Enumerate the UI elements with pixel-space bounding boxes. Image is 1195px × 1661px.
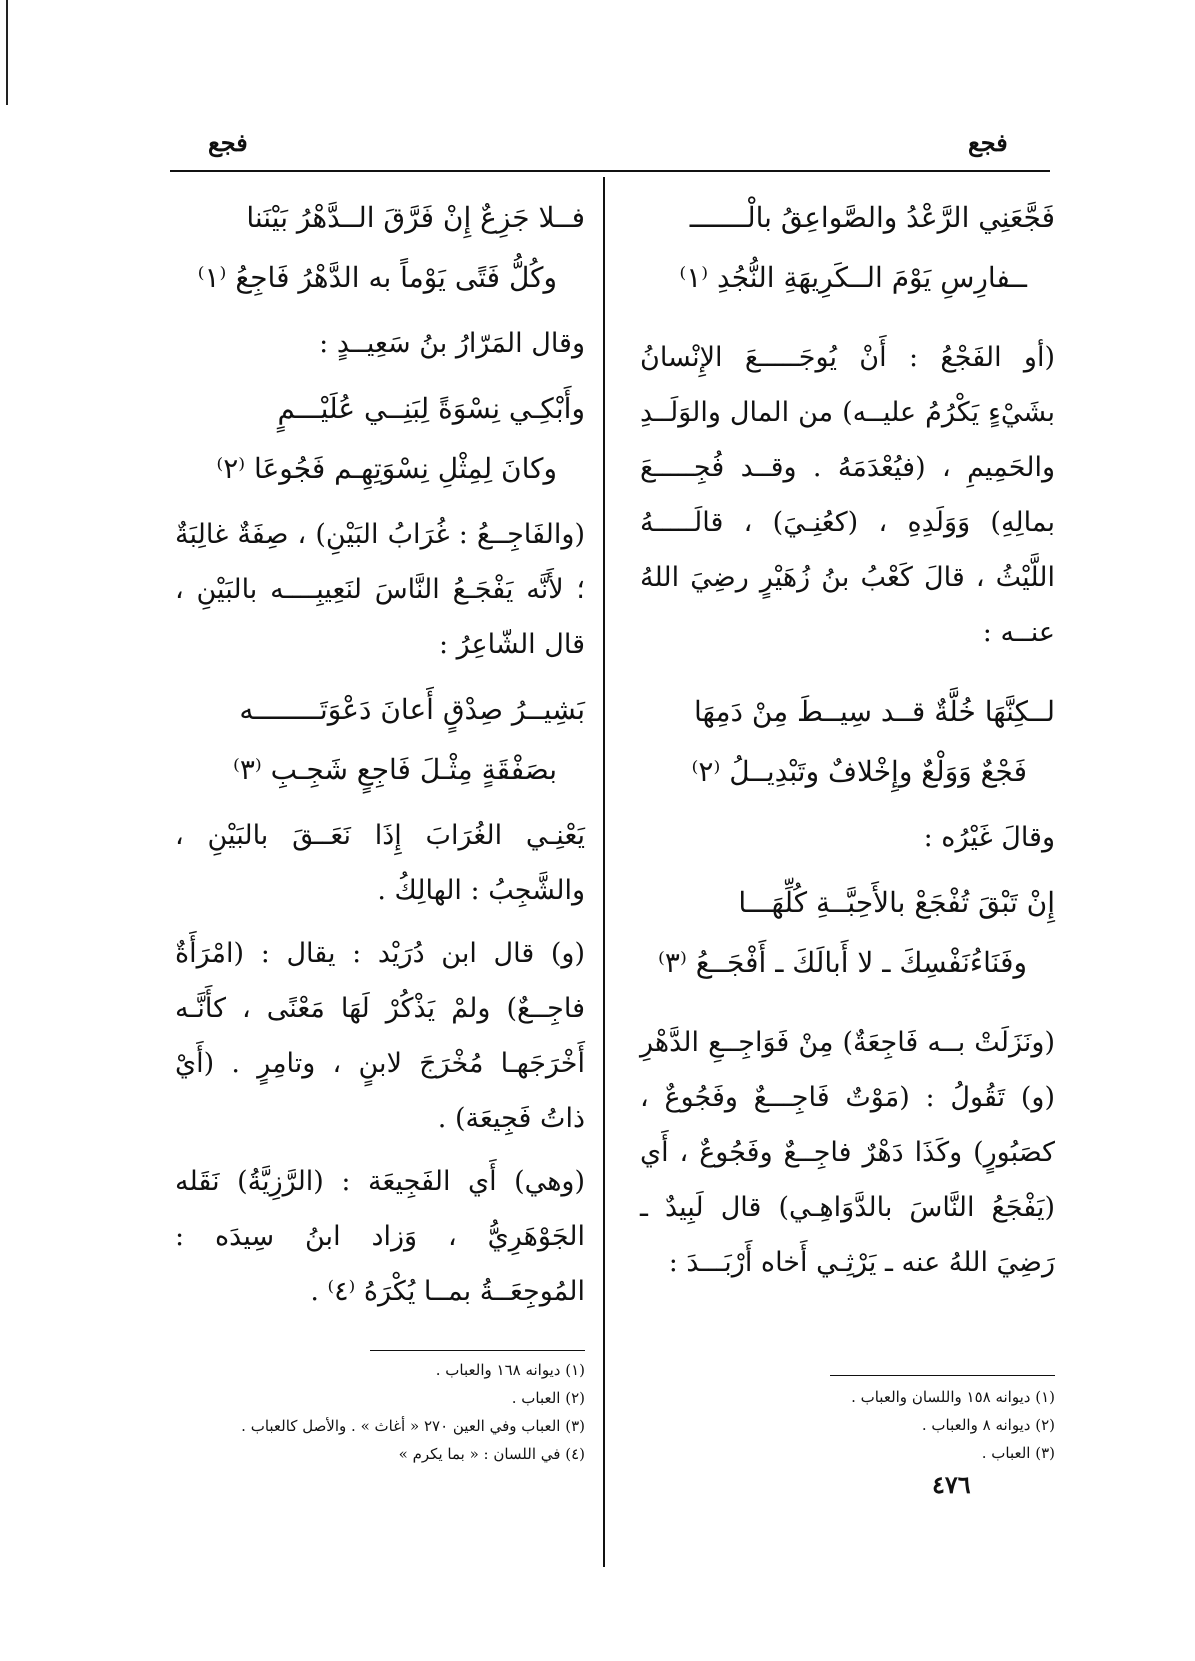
left-column (175, 188, 585, 1327)
verse-line: بَشِيــرُ صِدْقٍ أَعانَ دَعْوَتَــــــــه (239, 693, 585, 726)
paragraph: (ونَزَلَتْ بــه فَاجِعَةٌ) مِنْ فَوَاجِــعِ الدَّهْرِ (و) تَقُولُ : (مَوْتٌ فَاجِـــعٌ وفَجُوعٌ ، كصَبُورٍ) وكَذَا دَهْرٌ فاجِــعٌ وفَجُوعٌ ، أَي (يَفْجَعُ النَّاسَ بالدَّوَاهِـي) قال لَبِيدٌ ـ رَضِيَ اللهُ عنه ـ يَرْثِـي أَخاه أَرْبَـــدَ : (640, 1027, 1055, 1278)
footnote: (٣) العباب وفي العين ٢٧٠ « أغاث » . والأصل كالعباب . (241, 1417, 585, 1435)
footnote: (٢) ديوانه ٨ والعباب . (921, 1416, 1055, 1434)
right-column (640, 188, 1055, 1298)
page-number: ٤٧٦ (932, 1470, 971, 1499)
column-divider (603, 177, 605, 1567)
footnote: (٢) العباب . (511, 1389, 585, 1407)
footnotes-right (640, 1383, 1055, 1467)
verse-line: وكُلُّ فَتًى يَوْماً به الدَّهْرُ فَاجِعُ ⁽١⁾ (197, 261, 557, 294)
header-rule (170, 170, 1050, 172)
paragraph: يَعْنِـي الغُرَابَ إِذَا نَعَــقَ بالبَيْنِ ، والشَّجِبُ : الهالِكُ . (175, 820, 585, 906)
footnotes-left (140, 1356, 585, 1468)
paragraph: (و) قال ابن دُرَيْد : يقال : (امْرَأَةٌ فاجِــعٌ) ولمْ يَذْكُرْ لَهَا مَعْنًى ، كأَنَّـه أَخْرَجَهـا مُخْرَجَ لابنٍ ، وتامِرٍ . (أَيْ ذاتُ فَجِيعَة) . (175, 938, 585, 1134)
footnote: (١) ديوانه ١٦٨ والعباب . (435, 1361, 585, 1379)
verse-line: فَجَّعَنِي الرَّعْدُ والصَّواعِقُ بالْـــــــ (689, 201, 1055, 234)
footnote: (٣) العباب . (981, 1444, 1055, 1462)
verse-line: فــلا جَزِعٌ إِنْ فَرَّقَ الــدَّهْرُ بَيْنَنا (246, 201, 585, 234)
verse-line: لــكِنَّهَا خُلَّةٌ قــد سِيــطَ مِنْ دَمِهَا (694, 695, 1055, 728)
footnote-rule-right (830, 1375, 1055, 1376)
header-word-right: فجع (968, 128, 1008, 157)
footnote-rule-left (370, 1350, 585, 1351)
footnote: (٤) في اللسان : « بما يكرم » (398, 1445, 585, 1463)
verse-line: بصَفْقَةٍ مِثْـلَ فَاجِعٍ شَجِـبِ ⁽٣⁾ (232, 753, 557, 786)
margin-line (6, 0, 8, 105)
verse-line: ــفارِسِ يَوْمَ الــكَرِيهَةِ النُّجُدِ ⁽١⁾ (679, 261, 1027, 294)
header-word-left: فجع (208, 128, 248, 157)
verse-line: وفَنَاءُنَفْسِكَ ـ لا أَبالَكَ ـ أَفْجَــعُ ⁽٣⁾ (658, 946, 1027, 979)
verse-line: إِنْ تَبْقَ تُفْجَعْ بالأَحِبَّــةِ كُلِّهَـــا (738, 886, 1055, 919)
paragraph: وقالَ غَيْرُه : (923, 822, 1055, 853)
paragraph: (وهي) أَي الفَجِيعَة : (الرَّزِيَّةُ) نَقَله الجَوْهَرِيُّ ، وَزاد ابنُ سِيدَه : المُوجِعَــةُ بمــا يُكْرَهُ ⁽٤⁾ . (175, 1166, 585, 1307)
verse-line: وأَبْكِـي نِسْوَةً لِبَنِــي عُلَيْـــمٍ (277, 392, 585, 425)
paragraph: وقال المَرّارُ بنُ سَعِيــدٍ : (319, 328, 585, 359)
verse-line: فَجْعٌ وَوَلْعٌ وإِخْلافٌ وتَبْدِيــلُ ⁽٢⁾ (691, 755, 1027, 788)
verse-line: وكانَ لِمِثْلِ نِسْوَتِهِـم فَجُوعَا ⁽٢⁾ (216, 452, 557, 485)
footnote: (١) ديوانه ١٥٨ واللسان والعباب . (851, 1388, 1055, 1406)
paragraph: (والفَاجِــعُ : غُرَابُ البَيْنِ) ، صِفَةٌ غالِبَةٌ ؛ لأَنَّه يَفْجَـعُ النَّاسَ لنَعِيبِــــه بالبَيْنِ ، قال الشّاعِرُ : (175, 519, 585, 660)
paragraph: (أو الفَجْعُ : أَنْ يُوجَـــــعَ الإِنْسانُ بشَيْءٍ يَكْرُمُ عليــه) من المال والوَلَــدِ والحَمِيمِ ، (فيُعْدَمَهُ . وقــد فُجِـــــعَ بمالِهِ) وَوَلَدِهِ ، (كعُنِـيَ) ، قالَـــــهُ اللَّيْثُ ، قالَ كَعْبُ بنُ زُهَيْرٍ رضِيَ اللهُ عنــه : (640, 342, 1055, 648)
